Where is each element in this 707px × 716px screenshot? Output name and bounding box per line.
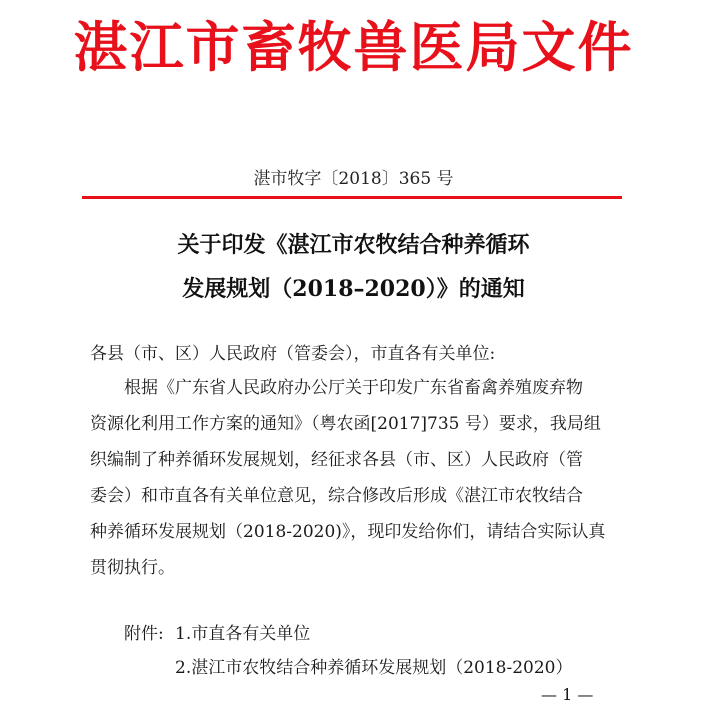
paragraph-line: 根据《广东省人民政府办公厅关于印发广东省畜禽养殖废弃物 — [124, 378, 583, 398]
page-number: — 1 — — [541, 685, 594, 704]
paragraph-line: 贯彻执行。 — [90, 558, 175, 578]
paragraph-line: 种养循环发展规划（2018-2020)》，现印发给你们，请结合实际认真 — [90, 522, 606, 542]
notice-title-line-1: 关于印发《湛江市农牧结合种养循环 — [177, 232, 530, 258]
notice-title — [0, 223, 707, 311]
attachment-item-1: 1.市直各有关单位 — [175, 624, 311, 644]
attachment-item-2: 2.湛江市农牧结合种养循环发展规划（2018-2020） — [175, 658, 573, 678]
document-number: 湛市牧字〔2018〕365 号 — [253, 169, 454, 189]
masthead-title: 湛江市畜牧兽医局文件 — [73, 16, 634, 79]
paragraph-line: 资源化利用工作方案的通知》（粤农函[2017]735 号）要求，我局组 — [90, 414, 601, 434]
attachments-label: 附件: — [124, 624, 164, 644]
red-divider-line — [82, 196, 622, 199]
paragraph-line: 织编制了种养循环发展规划，经征求各县（市、区）人民政府（管 — [90, 450, 583, 470]
addressee-line: 各县（市、区）人民政府（管委会），市直各有关单位: — [90, 344, 496, 364]
notice-title-line-2: 发展规划（2018–2020）》的通知 — [182, 276, 525, 302]
paragraph-line: 委会）和市直各有关单位意见，综合修改后形成《湛江市农牧结合 — [90, 486, 583, 506]
